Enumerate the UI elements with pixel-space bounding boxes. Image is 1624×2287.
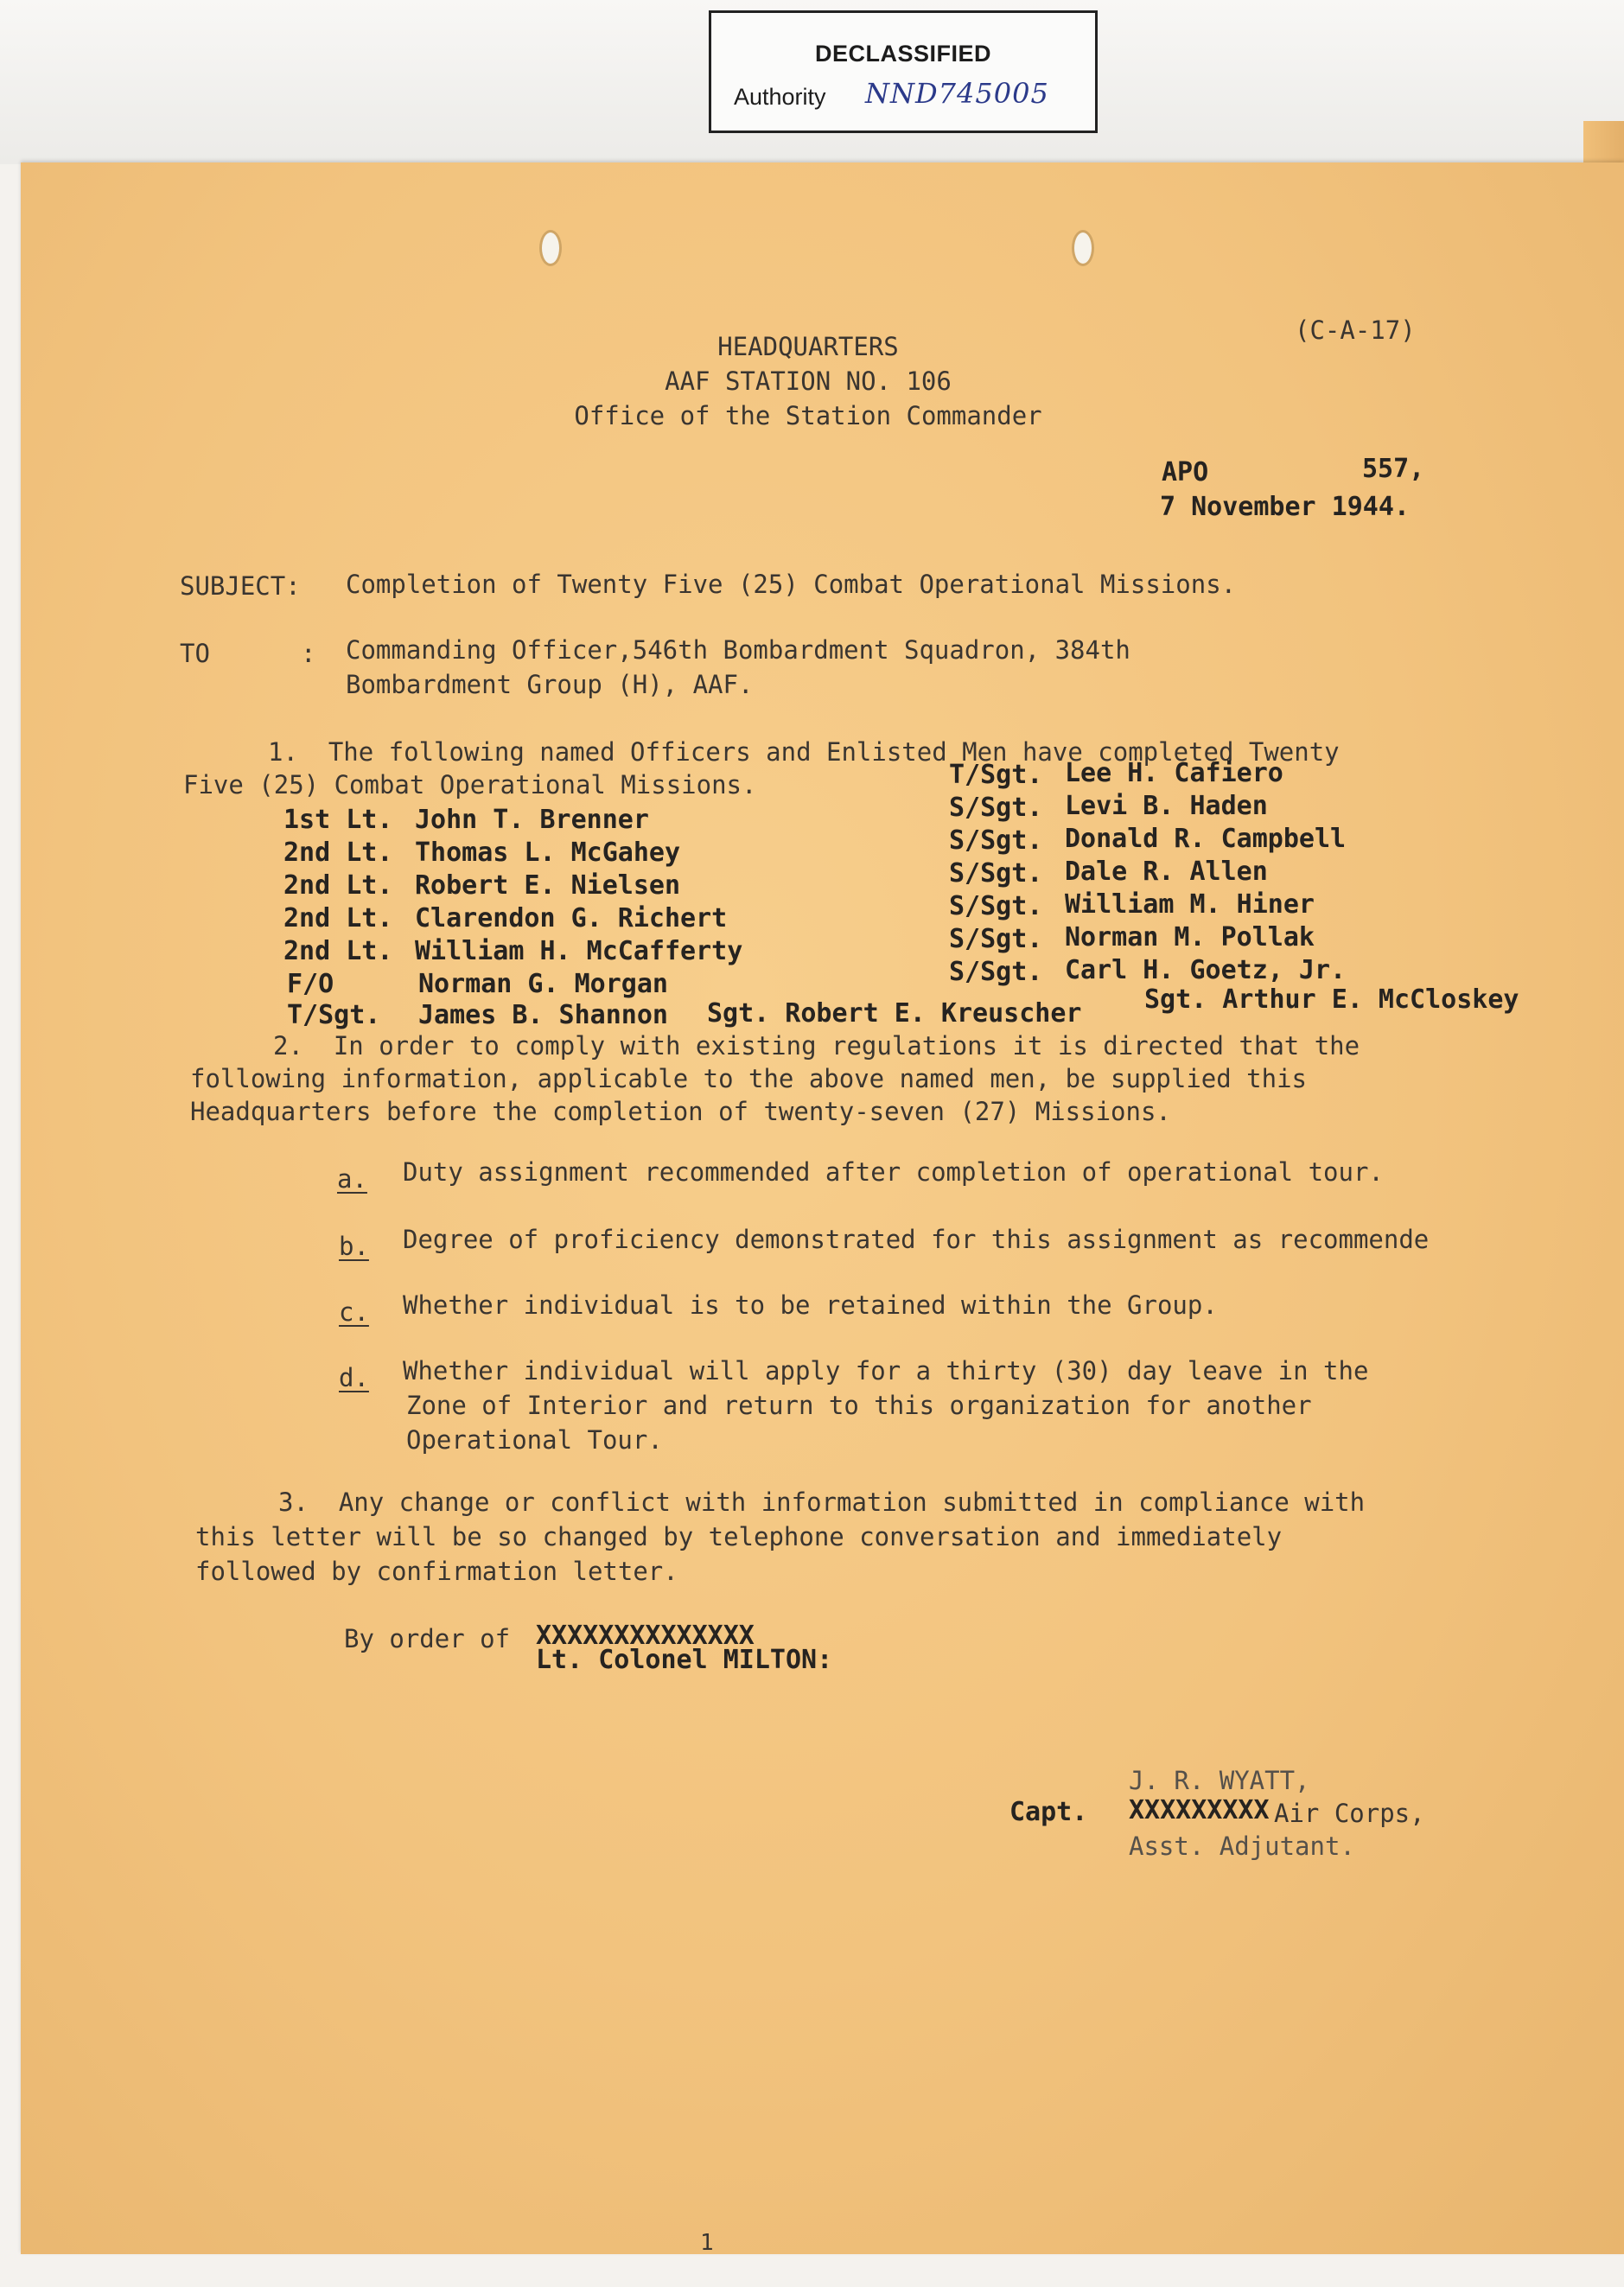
officer-name: William H. McCafferty [415, 936, 743, 966]
struck-out-text: XXXXXXXXX [1129, 1795, 1270, 1825]
item-text: Zone of Interior and return to this organization for another [406, 1391, 1312, 1420]
enlisted-name: William M. Hiner [1065, 889, 1315, 920]
item-text: Whether individual is to be retained within the Group. [403, 1290, 1218, 1320]
to-colon: : [301, 639, 316, 668]
signer-name: J. R. WYATT, [1129, 1766, 1310, 1795]
by-order-text: By order of [344, 1624, 511, 1653]
final-row-rank: T/Sgt. [287, 1000, 381, 1030]
para3-line-3: followed by confirmation letter. [195, 1557, 678, 1586]
signer-title: Asst. Adjutant. [1129, 1832, 1355, 1861]
final-row-entry-3: Sgt. Arthur E. McCloskey [1144, 984, 1519, 1015]
enlisted-rank: S/Sgt. [949, 858, 1043, 889]
commander-name: Lt. Colonel MILTON: [536, 1645, 833, 1675]
enlisted-name: Norman M. Pollak [1065, 922, 1315, 952]
struck-out-text: XXXXXXXXXXXXXX [536, 1621, 755, 1651]
item-letter: c. [339, 1297, 369, 1327]
item-letter: d. [339, 1363, 369, 1392]
enlisted-name: Lee H. Cafiero [1065, 758, 1283, 788]
officer-name: Norman G. Morgan [418, 969, 668, 999]
item-text: Operational Tour. [406, 1425, 663, 1455]
signer-rank: Capt. [1009, 1797, 1088, 1827]
item-text: Whether individual will apply for a thirty (30) day leave in the [403, 1356, 1369, 1386]
stamp-authority-number: NND745005 [865, 77, 1049, 110]
page-number: 1 [700, 2230, 714, 2256]
para1-line-2: Five (25) Combat Operational Missions. [183, 770, 757, 799]
header-line-1: HEADQUARTERS [717, 332, 899, 361]
header-line-3: Office of the Station Commander [574, 401, 1042, 430]
enlisted-name: Dale R. Allen [1065, 857, 1268, 887]
enlisted-name: Levi B. Haden [1065, 791, 1268, 821]
para1-line-1: 1. The following named Officers and Enlisted Men have completed Twenty [268, 737, 1340, 767]
header-line-2: AAF STATION NO. 106 [665, 366, 952, 396]
para2-line-1: 2. In order to comply with existing regulations it is directed that the [273, 1031, 1360, 1061]
punch-hole-right [1072, 230, 1094, 266]
enlisted-rank: S/Sgt. [949, 825, 1043, 856]
punch-hole-left [539, 230, 562, 266]
item-text: Duty assignment recommended after completion of operational tour. [403, 1157, 1384, 1187]
enlisted-name: Donald R. Campbell [1065, 824, 1347, 854]
final-row-name: James B. Shannon [418, 1000, 668, 1030]
para3-line-1: 3. Any change or conflict with information submitted in compliance with [278, 1488, 1366, 1517]
item-letter: b. [339, 1232, 369, 1261]
letter-date: 7 November 1944. [1160, 492, 1410, 522]
enlisted-rank: S/Sgt. [949, 924, 1043, 954]
para2-line-2: following information, applicable to the above named men, be supplied this [190, 1064, 1308, 1093]
final-row-entry-2: Sgt. Robert E. Kreuscher [707, 998, 1082, 1029]
stamp-authority-label: Authority [734, 84, 826, 110]
para3-line-2: this letter will be so changed by telephone conversation and immediately [195, 1522, 1283, 1551]
item-letter: a. [337, 1164, 367, 1194]
signer-corps: Air Corps, [1274, 1799, 1425, 1828]
subject-text: Completion of Twenty Five (25) Combat Operational Missions. [346, 570, 1237, 599]
officer-name: Robert E. Nielsen [415, 870, 681, 901]
item-text: Degree of proficiency demonstrated for this assignment as recommende [403, 1225, 1430, 1254]
enlisted-name: Carl H. Goetz, Jr. [1065, 955, 1347, 985]
officer-rank: 1st Lt. [283, 805, 393, 835]
officer-rank: 2nd Lt. [283, 936, 393, 966]
enlisted-rank: T/Sgt. [949, 760, 1043, 790]
subject-label: SUBJECT: [180, 571, 301, 601]
para2-line-3: Headquarters before the completion of twenty-seven (27) Missions. [190, 1097, 1171, 1126]
officer-rank: F/O [287, 969, 334, 999]
officer-rank: 2nd Lt. [283, 903, 393, 933]
to-label: TO [180, 639, 210, 668]
apo-label: APO [1162, 457, 1209, 487]
officer-name: John T. Brenner [415, 805, 649, 835]
addressee-line-2: Bombardment Group (H), AAF. [346, 670, 754, 699]
declassified-stamp [709, 10, 1098, 133]
officer-rank: 2nd Lt. [283, 838, 393, 868]
enlisted-rank: S/Sgt. [949, 957, 1043, 987]
enlisted-rank: S/Sgt. [949, 891, 1043, 921]
addressee-line-1: Commanding Officer,546th Bombardment Squadron, 384th [346, 635, 1130, 665]
enlisted-rank: S/Sgt. [949, 793, 1043, 823]
stamp-title: DECLASSIFIED [814, 41, 992, 67]
file-code: (C-A-17) [1295, 315, 1416, 345]
apo-number: 557, [1362, 454, 1425, 484]
officer-name: Thomas L. McGahey [415, 838, 681, 868]
officer-rank: 2nd Lt. [283, 870, 393, 901]
officer-name: Clarendon G. Richert [415, 903, 728, 933]
